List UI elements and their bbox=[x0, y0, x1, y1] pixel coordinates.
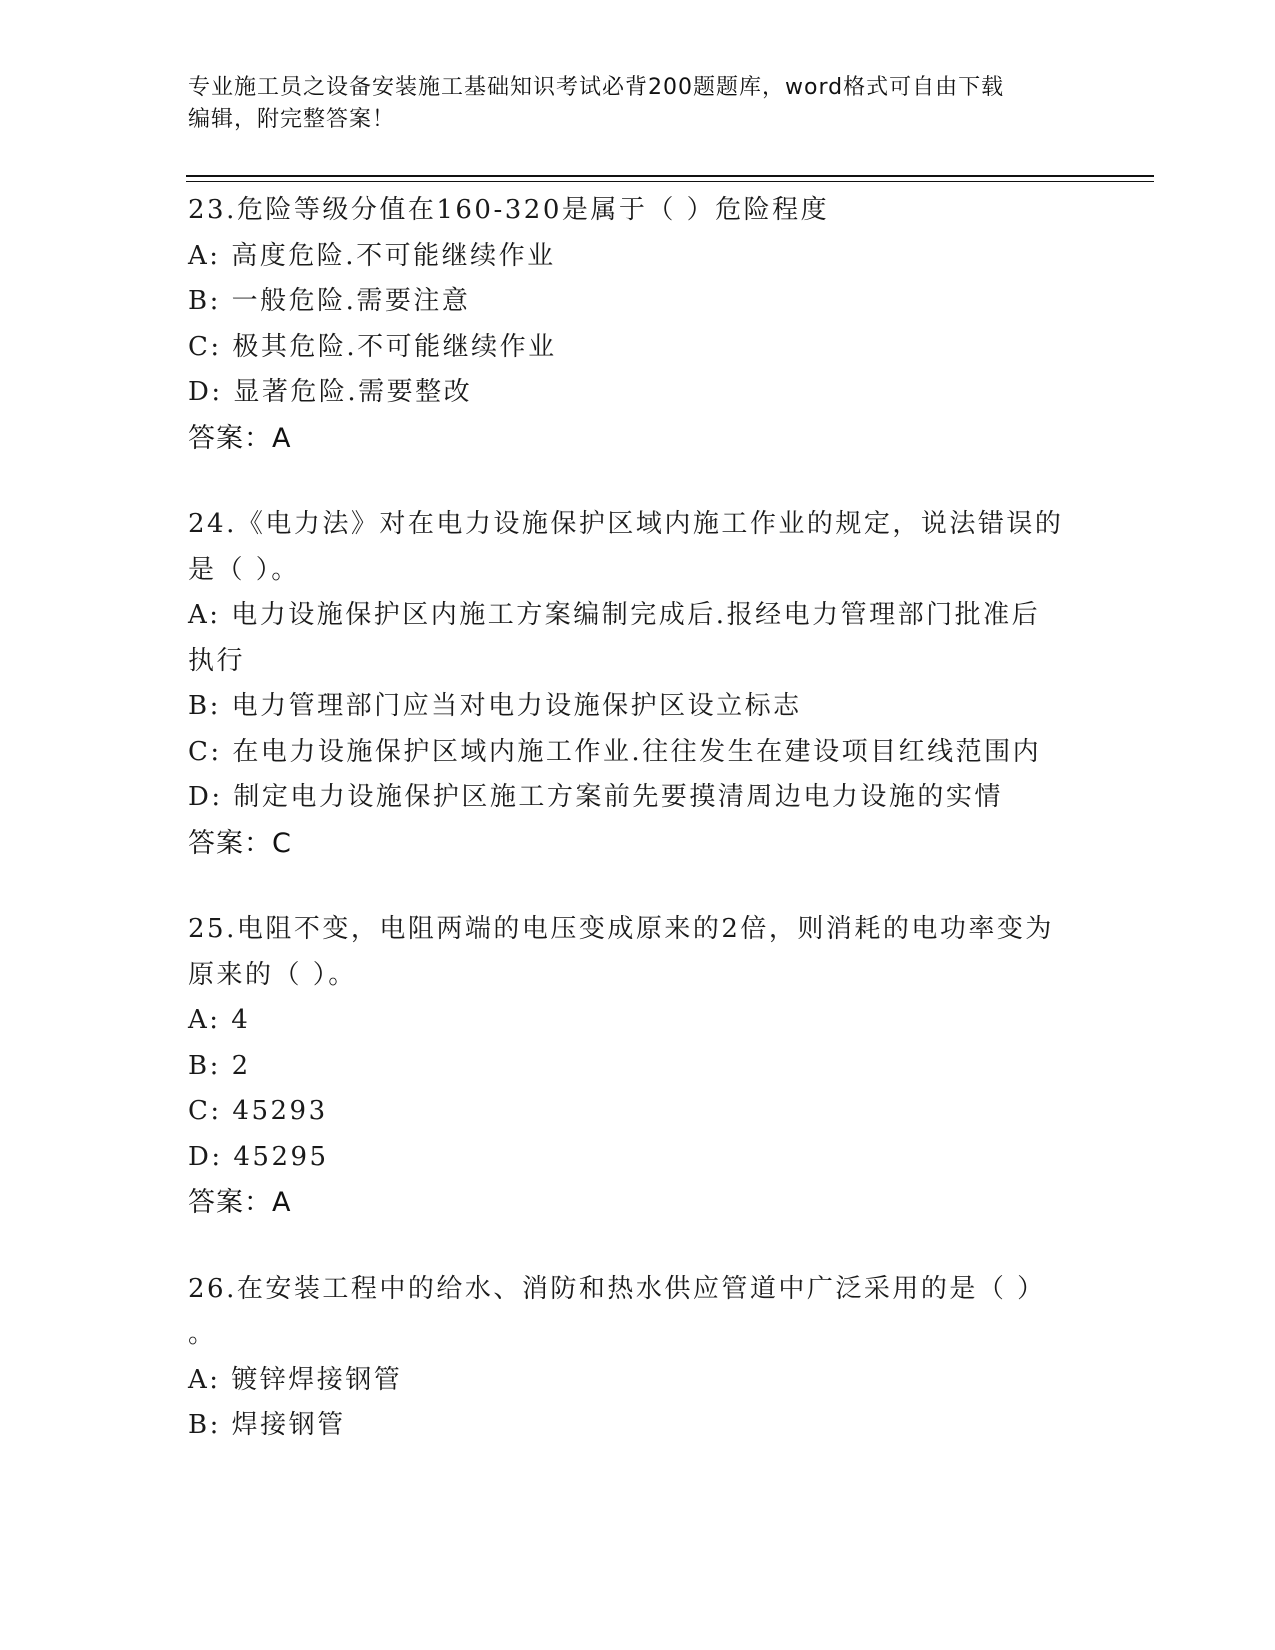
header-title-line-2: 编辑，附完整答案！ bbox=[188, 107, 396, 132]
header-divider-thick bbox=[186, 175, 1154, 177]
option-d: D: 45295 bbox=[188, 1141, 329, 1172]
option-a: A: 电力设施保护区内施工方案编制完成后.报经电力管理部门批准后 bbox=[188, 600, 1041, 630]
option-a: A: 镀锌焊接钢管 bbox=[188, 1364, 403, 1395]
option-c: C: 在电力设施保护区域内施工作业.往往发生在建设项目红线范围内 bbox=[188, 736, 1042, 767]
question-stem: 26.在安装工程中的给水、消防和热水供应管道中广泛采用的是（ ） bbox=[188, 1273, 1046, 1304]
question-24 bbox=[188, 502, 1088, 866]
question-stem: 25.电阻不变，电阻两端的电压变成原来的2倍，则消耗的电功率变为 bbox=[188, 914, 1054, 944]
answer-line: 答案：C bbox=[188, 827, 292, 859]
option-d: D: 制定电力设施保护区施工方案前先要摸清周边电力设施的实情 bbox=[188, 782, 1003, 812]
answer-line: 答案：A bbox=[188, 1187, 292, 1218]
answer-line: 答案：A bbox=[188, 422, 292, 454]
option-b: B: 焊接钢管 bbox=[188, 1410, 346, 1440]
question-stem-continued: 原来的（ ）。 bbox=[188, 959, 357, 990]
question-25 bbox=[188, 907, 1088, 1226]
question-23 bbox=[188, 188, 1088, 461]
option-b: B: 电力管理部门应当对电力设施保护区设立标志 bbox=[188, 691, 802, 721]
option-a-continued: 执行 bbox=[188, 645, 246, 676]
option-a: A: 高度危险.不可能继续作业 bbox=[188, 240, 556, 271]
option-c: C: 极其危险.不可能继续作业 bbox=[188, 331, 557, 362]
question-list bbox=[188, 188, 1088, 1490]
option-c: C: 45293 bbox=[188, 1096, 328, 1126]
option-a: A: 4 bbox=[188, 1005, 251, 1035]
header-title-line-1: 专业施工员之设备安装施工基础知识考试必背200题题库，word格式可自由下载 bbox=[188, 75, 1005, 100]
option-b: B: 一般危险.需要注意 bbox=[188, 286, 471, 316]
document-header bbox=[188, 72, 1088, 136]
question-stem: 23.危险等级分值在160-320是属于（ ）危险程度 bbox=[188, 195, 830, 225]
question-stem: 24.《电力法》对在电力设施保护区域内施工作业的规定，说法错误的 bbox=[188, 509, 1064, 539]
question-stem-continued: 。 bbox=[188, 1319, 217, 1349]
header-divider-thin bbox=[186, 181, 1154, 182]
option-d: D: 显著危险.需要整改 bbox=[188, 377, 473, 407]
question-26 bbox=[188, 1267, 1088, 1449]
question-stem-continued: 是（ ）。 bbox=[188, 554, 300, 585]
option-b: B: 2 bbox=[188, 1050, 251, 1081]
